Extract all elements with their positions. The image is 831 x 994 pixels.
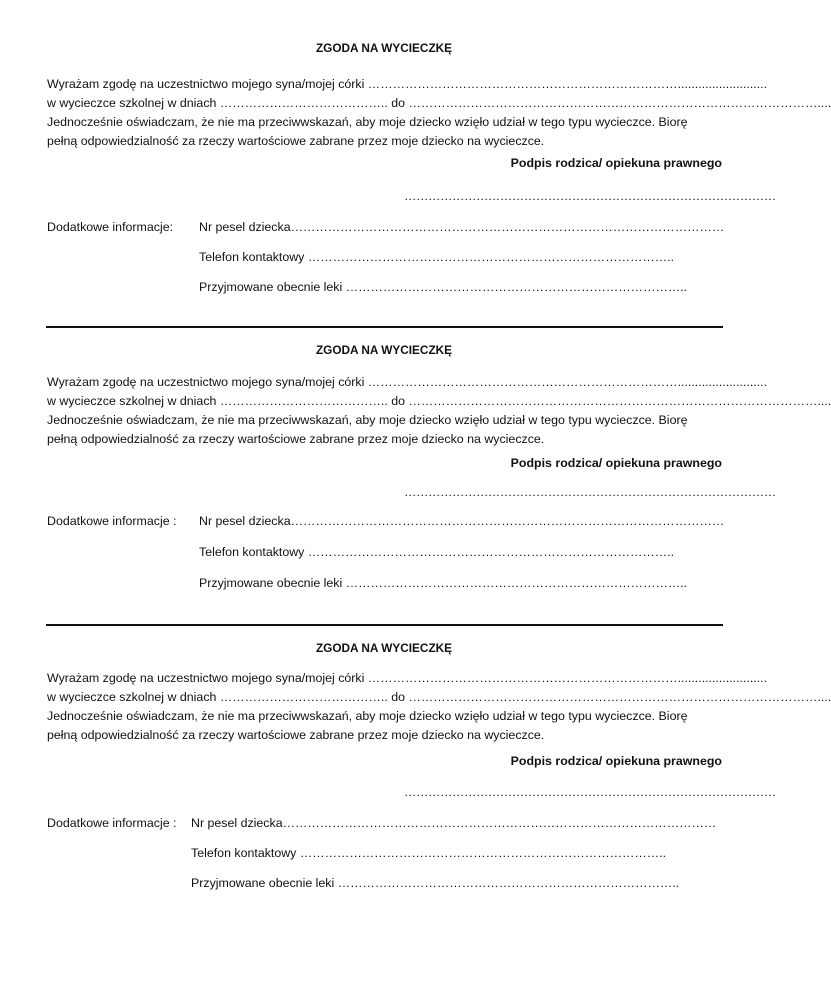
declaration-line: Jednocześnie oświadczam, że nie ma przeciwwskazań, aby moje dziecko wzięło udział w tego typu wycieczce. Biorę xyxy=(47,115,688,129)
phone-field: Telefon kontaktowy …………………………………………………………………………….. xyxy=(199,545,675,559)
signature-label: Podpis rodzica/ opiekuna prawnego xyxy=(510,754,722,768)
responsibility-line: pełną odpowiedzialność za rzeczy wartościowe zabrane przez moje dziecko na wycieczce. xyxy=(47,432,545,446)
form-title: ZGODA NA WYCIECZKĘ xyxy=(315,41,453,55)
signature-label: Podpis rodzica/ opiekuna prawnego xyxy=(510,156,722,170)
responsibility-line: pełną odpowiedzialność za rzeczy wartościowe zabrane przez moje dziecko na wycieczce. xyxy=(47,134,545,148)
declaration-line: Jednocześnie oświadczam, że nie ma przeciwwskazań, aby moje dziecko wzięło udział w tego typu wycieczce. Biorę xyxy=(47,413,688,427)
declaration-line: Jednocześnie oświadczam, że nie ma przeciwwskazań, aby moje dziecko wzięło udział w tego typu wycieczce. Biorę xyxy=(47,709,688,723)
signature-label: Podpis rodzica/ opiekuna prawnego xyxy=(510,456,722,470)
additional-info-label: Dodatkowe informacje : xyxy=(47,816,177,830)
section-divider xyxy=(46,326,723,328)
signature-line: ………………………………………………………………………………… xyxy=(404,785,776,799)
medications-field: Przyjmowane obecnie leki ……………………………………………………………………….. xyxy=(199,280,688,294)
phone-field: Telefon kontaktowy …………………………………………………………………………….. xyxy=(199,250,675,264)
trip-dates-line: w wycieczce szkolnej w dniach ………………………………….. do ……………………………………………………………………………………….... xyxy=(47,394,831,408)
pesel-field: Nr pesel dziecka…………………………………………………………………………………………… xyxy=(199,220,725,234)
child-name-line: Wyrażam zgodę na uczestnictwo mojego syna/mojej córki ………………………………………………………………….......................... xyxy=(47,77,768,91)
responsibility-line: pełną odpowiedzialność za rzeczy wartościowe zabrane przez moje dziecko na wycieczce. xyxy=(47,728,545,742)
pesel-field: Nr pesel dziecka…………………………………………………………………………………………… xyxy=(191,816,717,830)
form-title: ZGODA NA WYCIECZKĘ xyxy=(315,641,453,655)
phone-field: Telefon kontaktowy …………………………………………………………………………….. xyxy=(191,846,667,860)
form-title: ZGODA NA WYCIECZKĘ xyxy=(315,343,453,357)
child-name-line: Wyrażam zgodę na uczestnictwo mojego syna/mojej córki ………………………………………………………………….......................... xyxy=(47,375,768,389)
medications-field: Przyjmowane obecnie leki ……………………………………………………………………….. xyxy=(199,576,688,590)
additional-info-label: Dodatkowe informacje : xyxy=(47,514,177,528)
trip-dates-line: w wycieczce szkolnej w dniach ………………………………….. do ……………………………………………………………………………………….... xyxy=(47,690,831,704)
pesel-field: Nr pesel dziecka…………………………………………………………………………………………… xyxy=(199,514,725,528)
child-name-line: Wyrażam zgodę na uczestnictwo mojego syna/mojej córki ………………………………………………………………….......................... xyxy=(47,671,768,685)
additional-info-label: Dodatkowe informacje: xyxy=(47,220,174,234)
section-divider xyxy=(46,624,723,626)
signature-line: ………………………………………………………………………………… xyxy=(404,189,776,203)
trip-dates-line: w wycieczce szkolnej w dniach ………………………………….. do ……………………………………………………………………………………….... xyxy=(47,96,831,110)
signature-line: ………………………………………………………………………………… xyxy=(404,485,776,499)
medications-field: Przyjmowane obecnie leki ……………………………………………………………………….. xyxy=(191,876,680,890)
